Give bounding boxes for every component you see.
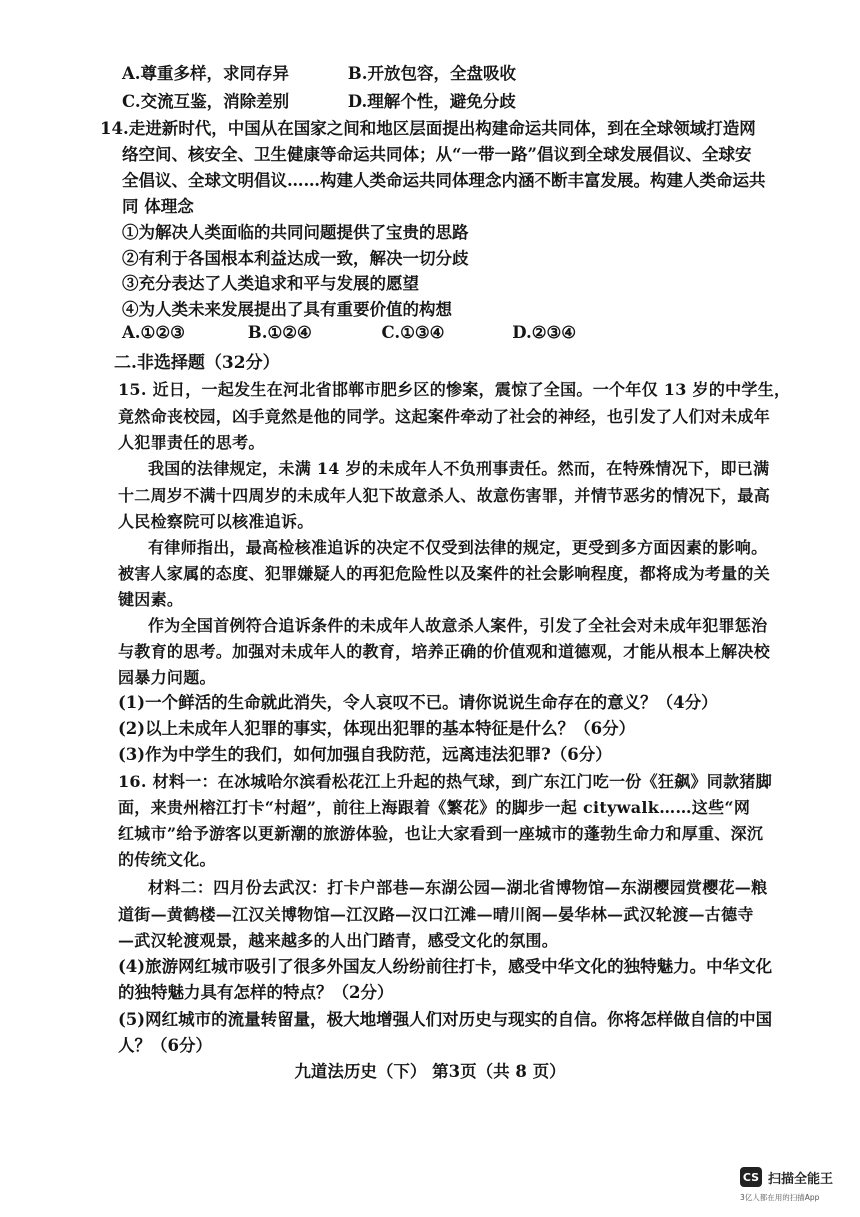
scanner-logo-icon: CS (740, 1167, 762, 1187)
q14-item: ④为人类未来发展提出了具有重要价值的构想 (122, 300, 452, 319)
q15-paragraph-line: 键因素。 (118, 590, 184, 609)
q16-material-line: —武汉轮渡观景，越来越多的人出门踏青，感受文化的氛围。 (118, 931, 559, 950)
q14-stem-line: 同 体理念 (122, 197, 194, 216)
q13-option-b: B.开放包容，全盘吸收 (347, 64, 516, 83)
q13-option-c: C.交流互鉴，消除差别 (122, 92, 290, 111)
scanner-app-name: 扫描全能王 (768, 1171, 834, 1187)
q13-options-row-2 (122, 88, 516, 112)
q15-paragraph-line: 人民检察院可以核准追诉。 (118, 512, 314, 531)
q16-question: (5)网红城市的流量转留量，极大地增强人们对历史与现实的自信。你将怎样做自信的中国 (118, 1010, 773, 1029)
scanner-watermark (740, 1167, 833, 1187)
q16-material-line: 材料二：四月份去武汉：打卡户部巷—东湖公园—湖北省博物馆—东湖樱园赏樱花—粮 (148, 878, 768, 897)
q15-paragraph-line: 人犯罪责任的思考。 (118, 433, 265, 452)
q14-item: ③充分表达了人类追求和平与发展的愿望 (122, 274, 419, 293)
q14-stem-line: 全倡议、全球文明倡议……构建人类命运共同体理念内涵不断丰富发展。构建人类命运共 (122, 171, 766, 190)
q14-option-b: B.①②④ (247, 323, 312, 342)
q15-paragraph-line: 十二周岁不满十四周岁的未成年人犯下故意杀人、故意伤害罪，并情节恶劣的情况下，最高 (118, 486, 771, 505)
q16-material-line: 的传统文化。 (118, 850, 216, 869)
scanner-tagline: 3亿人都在用的扫描App (740, 1193, 820, 1202)
q14-item: ②有利于各国根本利益达成一致，解决一切分歧 (122, 249, 469, 268)
page-footer: 九道法历史（下） 第3页（共 8 页） (294, 1062, 566, 1081)
q15-paragraph-line: 15. 近日，一起发生在河北省邯郸市肥乡区的惨案，震惊了全国。一个年仅 13 岁的中学生， (118, 380, 791, 399)
q15-paragraph-line: 有律师指出，最高检核准追诉的决定不仅受到法律的规定，更受到多方面因素的影响。 (148, 538, 768, 557)
q15-question: (1)一个鲜活的生命就此消失，令人哀叹不已。请你说说生命存在的意义？（4分） (118, 693, 718, 712)
q16-material-line: 红城市”给予游客以更新潮的旅游体验，也让大家看到一座城市的蓬勃生命力和厚重、深沉 (118, 824, 764, 843)
q15-paragraph-line: 竟然命丧校园，凶手竟然是他的同学。这起案件牵动了社会的神经，也引发了人们对未成年 (118, 407, 771, 426)
q16-question: (4)旅游网红城市吸引了很多外国友人纷纷前往打卡，感受中华文化的独特魅力。中华文化 (118, 957, 773, 976)
q14-option-d: D.②③④ (512, 323, 577, 342)
q16-question: 的独特魅力具有怎样的特点？（2分） (118, 983, 394, 1002)
q15-paragraph-line: 被害人家属的态度、犯罪嫌疑人的再犯危险性以及案件的社会影响程度，都将成为考量的关 (118, 564, 771, 583)
q15-paragraph-line: 与教育的思考。加强对未成年人的教育，培养正确的价值观和道德观，才能从根本上解决校 (118, 642, 771, 661)
q14-stem-line: 14.走进新时代，中国从在国家之间和地区层面提出构建命运共同体，到在全球领域打造网 (100, 119, 756, 138)
q14-item: ①为解决人类面临的共同问题提供了宝贵的思路 (122, 223, 469, 242)
q14-option-a: A.①②③ (122, 323, 185, 342)
q15-paragraph-line: 作为全国首例符合追诉条件的未成年人故意杀人案件，引发了全社会对未成年犯罪惩治 (148, 616, 768, 635)
q15-question: (3)作为中学生的我们，如何加强自我防范，远离违法犯罪?（6分） (118, 745, 612, 764)
q13-options-row-1 (122, 60, 516, 84)
q14-option-c: C.①③④ (381, 323, 445, 342)
q16-material-line: 道街—黄鹤楼—江汉关博物馆—江汉路—汉口江滩—晴川阁—晏华林—武汉轮渡—古德寺 (118, 905, 754, 924)
section-title: 二.非选择题（32分） (114, 353, 280, 373)
q16-question: 人？（6分） (118, 1036, 212, 1055)
q14-options-row (122, 323, 576, 342)
q13-option-d: D.理解个性，避免分歧 (347, 92, 516, 111)
q15-paragraph-line: 园暴力问题。 (118, 668, 216, 687)
q14-stem-line: 络空间、核安全、卫生健康等命运共同体；从“一带一路”倡议到全球发展倡议、全球安 (122, 145, 752, 164)
q16-material-line: 面，来贵州榕江打卡“村超”，前往上海跟着《繁花》的脚步一起 citywalk……这些“网 (118, 798, 751, 817)
q16-material-line: 16. 材料一：在冰城哈尔滨看松花江上升起的热气球，到广东江门吃一份《狂飙》同款猪脚 (118, 772, 773, 791)
q13-option-a: A.尊重多样，求同存异 (122, 64, 290, 83)
q15-paragraph-line: 我国的法律规定，未满 14 岁的未成年人不负刑事责任。然而，在特殊情况下，即已满 (148, 459, 770, 478)
q15-question: (2)以上未成年人犯罪的事实，体现出犯罪的基本特征是什么？（6分） (118, 719, 636, 738)
